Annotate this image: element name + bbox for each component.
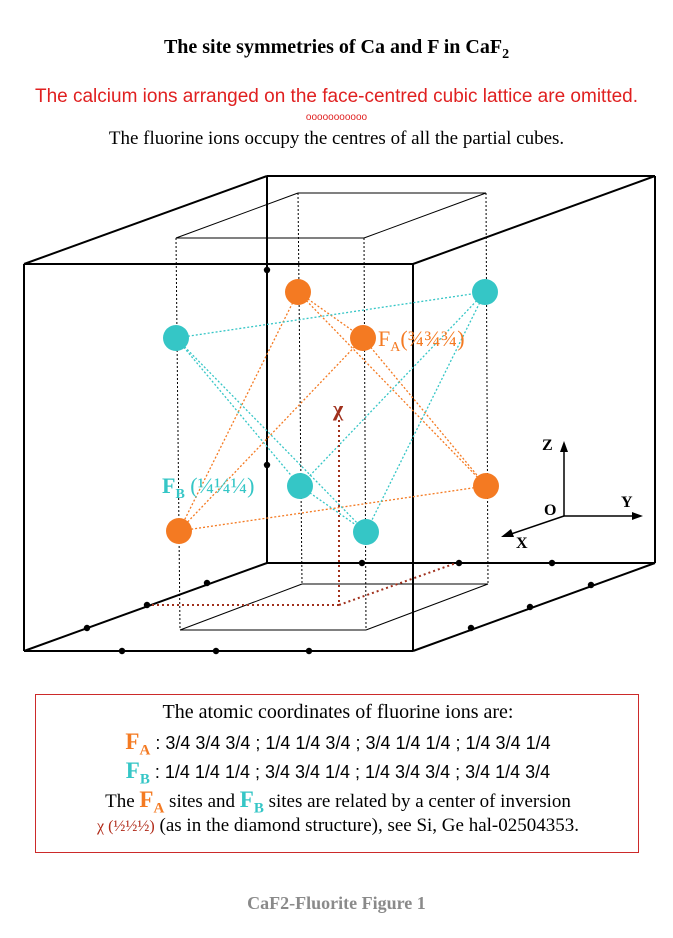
relation-fa-tag: $F_A$	[139, 787, 165, 817]
edge-point	[84, 625, 90, 631]
fa-coordinates: : 3/4 3/4 3/4 ; 1/4 1/4 3/4 ; 3/4 1/4 1/4 ; 1/4 3/4 1/4	[155, 733, 551, 753]
fa-tag: $F_A$	[125, 729, 151, 759]
fb-coordinates: : 1/4 1/4 1/4 ; 3/4 3/4 1/4 ; 1/4 3/4 3/4 ; 3/4 1/4 3/4	[154, 762, 551, 782]
relation-fb-tag: $F_B$	[239, 787, 264, 817]
fb-atom	[163, 325, 189, 351]
coordinates-heading: The atomic coordinates of fluorine ions are:	[162, 701, 514, 723]
chi-label: χ	[333, 396, 344, 421]
page-title: The site symmetries of Ca and F in CaF$_2$	[163, 36, 510, 62]
fa-atom	[350, 325, 376, 351]
note-underline-marks: ooooooooooo	[305, 112, 368, 123]
fb-atoms	[163, 279, 498, 545]
y-axis-label: Y	[621, 494, 633, 511]
edge-point	[588, 582, 594, 588]
edge-point	[468, 625, 474, 631]
inversion-center-text: χ (½½½) (as in the diamond structure), see Si, Ge hal-02504353.	[97, 815, 579, 836]
edge-point	[527, 604, 533, 610]
z-axis-label: Z	[542, 437, 553, 454]
chi-center-inline: χ (½½½)	[97, 818, 155, 835]
fb-coordinates-row	[36, 758, 640, 789]
edge-point	[144, 602, 150, 608]
edge-point	[306, 648, 312, 654]
coordinates-info-box	[35, 694, 639, 853]
inversion-relation-text: The $F_A$ sites and $F_B$ sites are related by a center of inversion	[105, 787, 571, 817]
edge-point	[456, 560, 462, 566]
fb-label: $F_B$ (¼¼¼)	[162, 473, 255, 502]
omitted-calcium-note: The calcium ions arranged on the face-centred cubic lattice are omitted.	[34, 86, 639, 107]
origin-label: O	[544, 502, 557, 519]
edge-point	[549, 560, 555, 566]
inner-cube-verticals	[176, 193, 488, 630]
edge-point	[213, 648, 219, 654]
fa-coordinates-row	[36, 729, 640, 760]
fb-atom	[353, 519, 379, 545]
fluorine-position-note: The fluorine ions occupy the centres of all the partial cubes.	[108, 128, 565, 149]
fb-atom	[472, 279, 498, 305]
fb-atom	[287, 473, 313, 499]
fa-atom	[473, 473, 499, 499]
coordinate-axes	[501, 441, 643, 537]
fa-label: $F_A(\frac{3}{4}\frac{3}{4}\frac{3}{4})$	[378, 326, 465, 355]
x-axis-label: X	[516, 535, 528, 552]
fa-atom	[166, 518, 192, 544]
edge-point	[204, 580, 210, 586]
edge-point	[264, 267, 270, 273]
fb-tag: $F_B$	[125, 758, 150, 788]
edge-point	[359, 560, 365, 566]
edge-point	[119, 648, 125, 654]
figure-caption: CaF2-Fluorite Figure 1	[247, 893, 426, 913]
fa-atom	[285, 279, 311, 305]
inner-cube	[176, 193, 488, 630]
edge-point	[264, 462, 270, 468]
